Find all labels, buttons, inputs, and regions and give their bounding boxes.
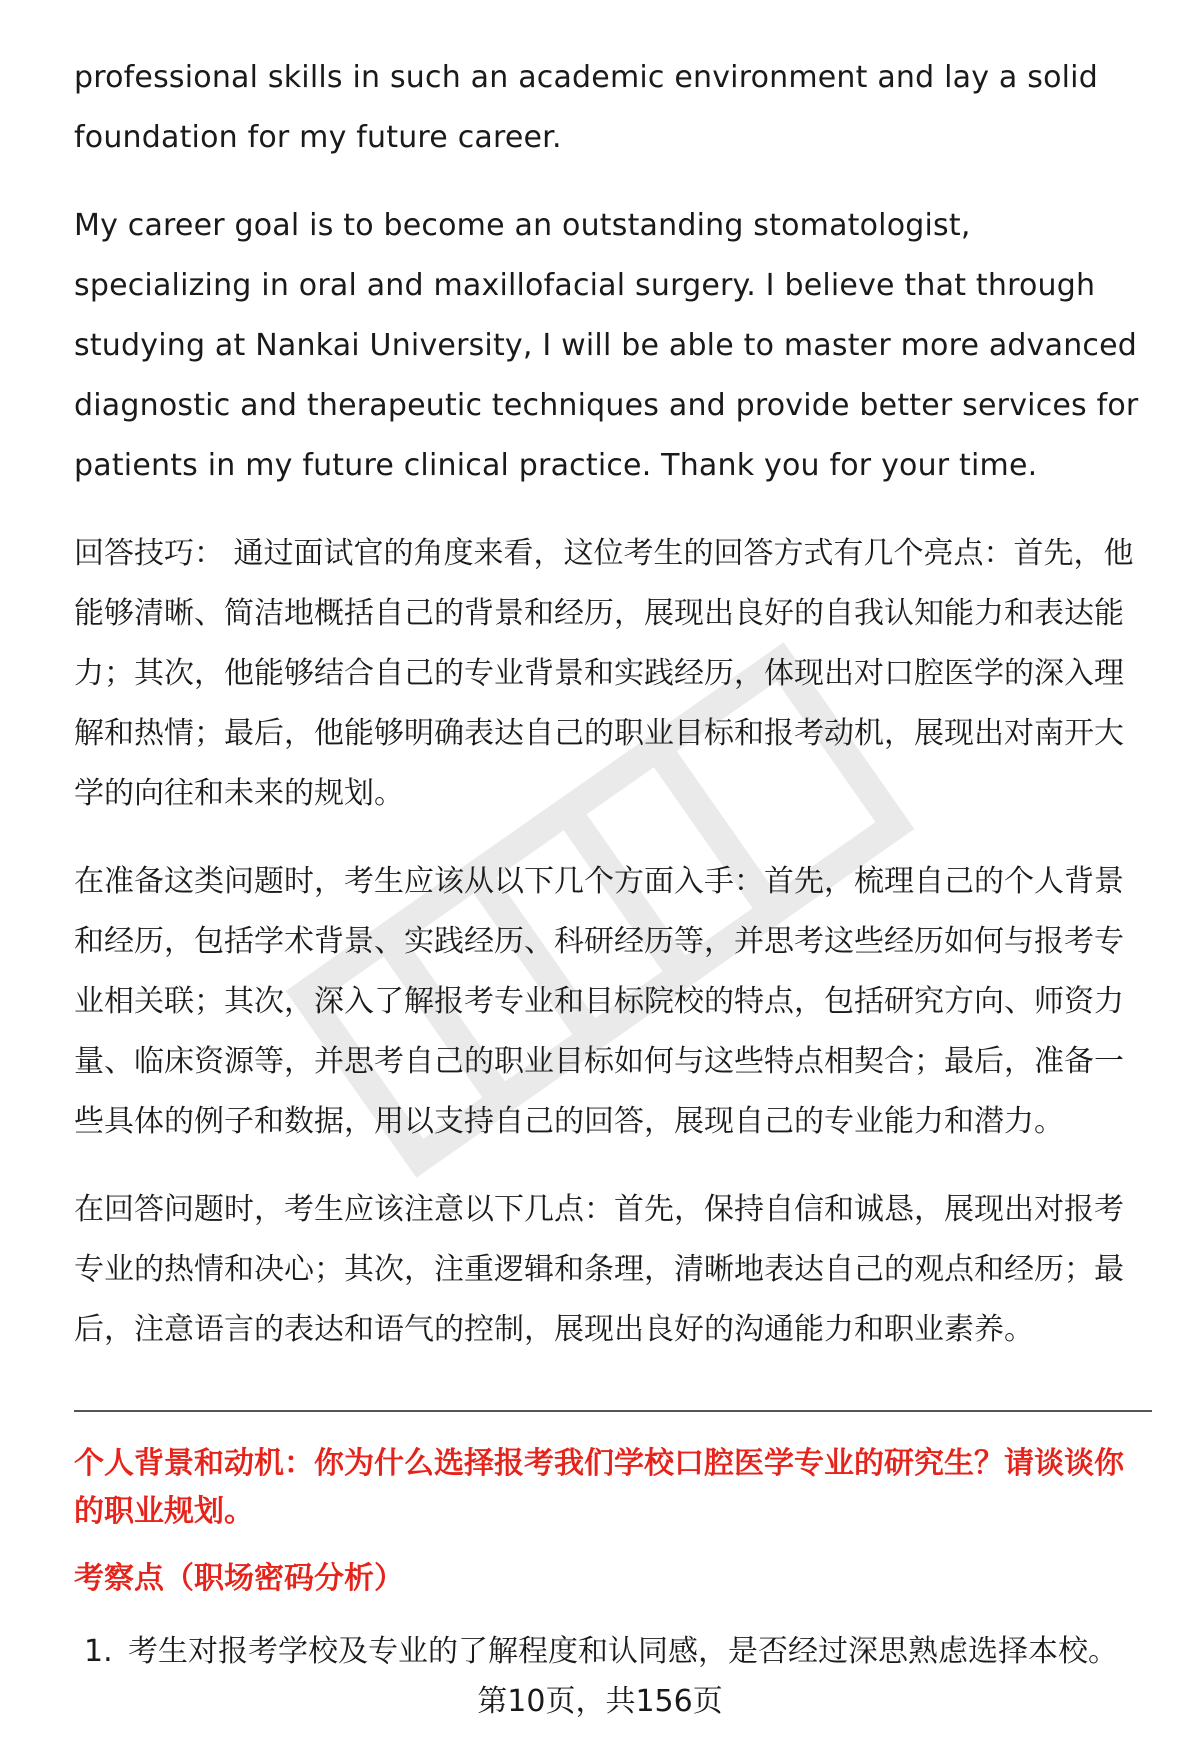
paragraph-answer-tips: 回答技巧： 通过面试官的角度来看，这位考生的回答方式有几个亮点：首先，他能够清晰、简洁地概括自己的背景和经历，展现出良好的自我认知能力和表达能力；其次，他能够结合自己的专业背景和实践经历，体现出对口腔医学的深入理解和热情；最后，他能够明确表达自己的职业目标和报考动机，展现出对南开大学的向往和未来的规划。 [74,536,1134,811]
paragraph-preparation: 在准备这类问题时，考生应该从以下几个方面入手：首先，梳理自己的个人背景和经历，包括学术背景、实践经历、科研经历等，并思考这些经历如何与报考专业相关联；其次，深入了解报考专业和目标院校的特点，包括研究方向、师资力量、临床资源等，并思考自己的职业目标如何与这些特点相契合；最后，准备一些具体的例子和数据，用以支持自己的回答，展现自己的专业能力和潜力。 [74,864,1124,1139]
paragraph-en-2: My career goal is to become an outstanding stomatologist, specializing in oral and maxillofacial surgery. I believe that through studying at Nankai University, I will be able to master more advanced diagnostic and therapeutic techniques and provide better services for patients in my future clinical practice. Thank you for your time. [74,208,1139,483]
page-footer: 第10页，共156页 [477,1684,723,1719]
paragraph-en-1: professional skills in such an academic environment and lay a solid foundation for my future career. [74,60,1098,155]
page-content [74,48,1152,1388]
list-item-number: 1. [84,1634,113,1669]
list-item-text: 考生对报考学校及专业的了解程度和认同感，是否经过深思熟虑选择本校。 [128,1634,1118,1669]
analysis-list [84,1627,1152,1677]
section-divider [74,1410,1152,1412]
list-item [84,1627,1152,1677]
analysis-heading: 考察点（职场密码分析） [74,1561,404,1596]
paragraph-answering-notes: 在回答问题时，考生应该注意以下几点：首先，保持自信和诚恳，展现出对报考专业的热情和决心；其次，注重逻辑和条理，清晰地表达自己的观点和经历；最后，注意语言的表达和语气的控制，展现出良好的沟通能力和职业素养。 [74,1192,1124,1347]
question-heading: 个人背景和动机：你为什么选择报考我们学校口腔医学专业的研究生？请谈谈你的职业规划。 [74,1446,1124,1529]
